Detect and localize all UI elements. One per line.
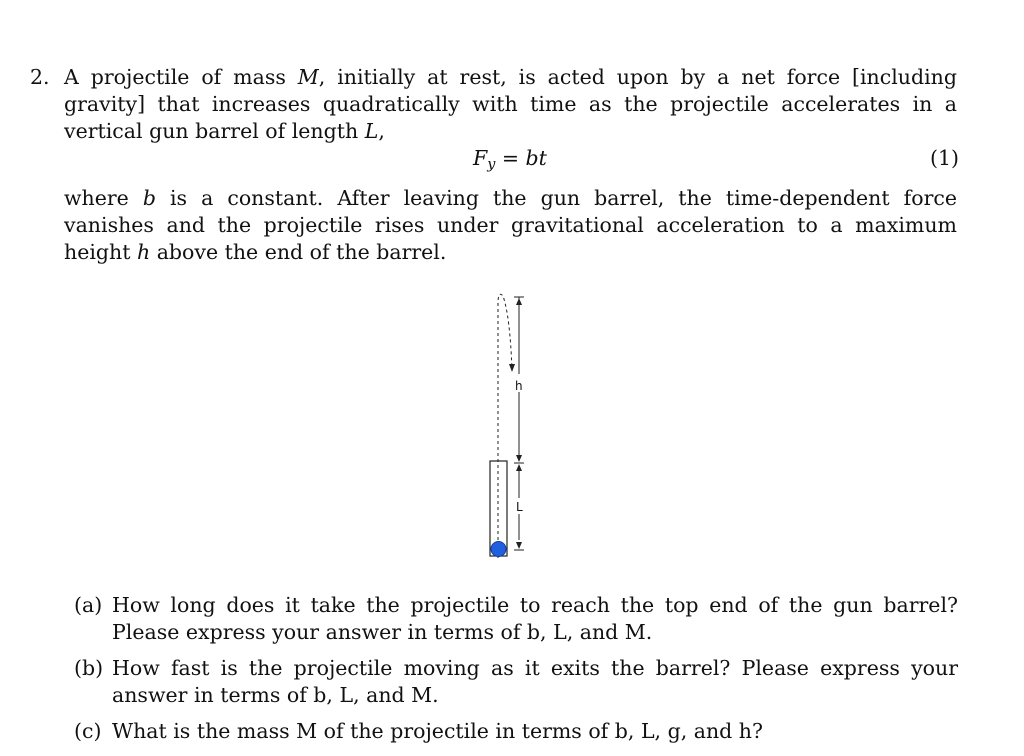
length-label: L <box>516 500 523 514</box>
h-variable: h <box>136 240 151 264</box>
description-text: where <box>64 186 143 210</box>
trajectory-path <box>498 294 512 558</box>
projectile-ball <box>491 542 506 557</box>
description-text: above the end of the barrel. <box>150 240 447 264</box>
question-label: (b) <box>74 656 104 680</box>
height-arrowhead-bottom <box>516 455 522 462</box>
equation-subscript: y <box>487 156 496 173</box>
length-arrowhead-top <box>516 464 522 471</box>
length-variable: L <box>364 119 379 143</box>
gun-barrel-figure <box>482 286 542 566</box>
intro-text: A projectile of mass <box>64 65 298 89</box>
equation <box>473 145 547 179</box>
question-text: What is the mass M of the projectile in terms of b, L, g, and h? <box>112 719 764 743</box>
length-arrowhead-bottom <box>516 542 522 549</box>
question-c <box>74 718 958 745</box>
trajectory-arrowhead <box>509 364 515 372</box>
b-variable: b <box>142 186 156 210</box>
question-b <box>74 655 958 709</box>
question-label: (c) <box>74 719 102 743</box>
question-a <box>74 592 958 646</box>
problem-number: 2. <box>30 65 50 89</box>
question-text: How long does it take the projectile to reach the top end of the gun barrel? Please express your answer in terms of b, L, and M. <box>112 593 958 644</box>
intro-text: , <box>378 119 385 143</box>
problem-description <box>64 185 957 266</box>
question-label: (a) <box>74 593 103 617</box>
equation-number: (1) <box>930 146 960 170</box>
equation-lhs: F <box>473 146 488 170</box>
mass-variable: M <box>297 65 319 89</box>
height-arrowhead-top <box>516 298 522 305</box>
equation-rhs: = bt <box>495 146 547 170</box>
problem-intro <box>64 64 957 145</box>
intro-text: , initially at rest, is acted upon by a net force [including gravity] that increases quadratically with time as the projectile accelerates in a vertical gun barrel of length <box>64 65 958 143</box>
description-text: is a constant. After leaving the gun barrel, the time-dependent force vanishes and the projectile rises under gravitational acceleration to a maximum height <box>64 186 957 264</box>
height-label: h <box>515 379 523 393</box>
question-text: How fast is the projectile moving as it exits the barrel? Please express your answer in terms of b, L, and M. <box>112 656 958 707</box>
